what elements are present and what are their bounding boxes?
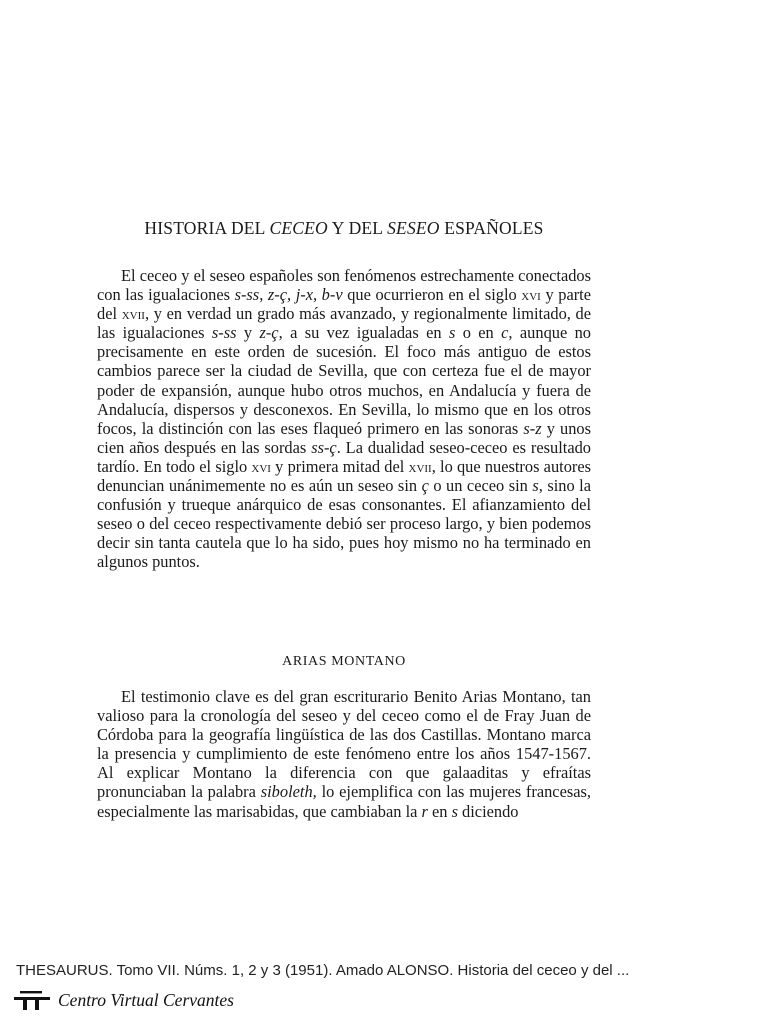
italic-run: r [421,801,428,821]
cervantes-logo-icon [14,989,50,1011]
smallcaps-run: xvii [408,456,432,476]
paragraph-intro [97,266,591,572]
text-run: , lo que nuestros autores denuncian unánimemente no es aún un seseo sin [97,456,592,496]
text-run: y parte del [97,285,592,324]
text-run: , aunque no precisamente en este orden de sucesión. El foco más antiguo de estos cambios parece ser la ciudad de Sevilla, que con certeza fue el de mayor poder de expansión, aunque hubo otros muchos, en Andalucía y fuera de Andalucía, dispersos y desconexos. En Sevilla, lo mismo que en los otros focos, la distinción con las eses flaqueó primero en las sonoras [97,323,592,438]
text-run: diciendo [457,801,519,821]
section-heading: ARIAS MONTANO [282,654,406,669]
title-text: Y DEL [327,218,388,238]
text-run: , a su vez igualadas en [278,323,449,343]
text-run: o un ceceo sin [428,476,533,496]
text-run: y [236,323,260,343]
text-run: y primera mitad del [270,456,409,476]
italic-run: s-ss, z-ç, j-x, b-v [234,285,343,305]
title-italic-ceceo: CECEO [269,218,328,238]
paragraph-body [97,266,591,572]
title-text: HISTORIA DEL [144,218,270,238]
italic-run: s-z [523,418,542,438]
article-title [97,218,591,239]
italic-run: ss-ç [311,437,337,457]
text-run: o en [455,323,502,343]
citation-footer: THESAURUS. Tomo VII. Núms. 1, 2 y 3 (1951). Amado ALONSO. Historia del ceceo y del ... [16,962,630,979]
smallcaps-run: xvi [251,456,271,476]
title-text: ESPAÑOLES [439,218,544,238]
text-run: en [427,801,452,821]
text-run: El testimonio clave es del gran escriturario Benito Arias Montano, tan valioso para la cronología del seseo y del ceceo como el de Fray Juan de Córdoba para la geografía lingüística de las dos Castillas. Montano marca la presencia y cumplimiento de este fenómeno entre los años 1547-1567. Al explicar Montano la diferencia con que galaaditas y efraítas pronunciaban la palabra [97,687,591,802]
smallcaps-run: xvii [121,304,145,324]
italic-run: z-ç [259,323,279,343]
title-italic-seseo: SESEO [387,218,440,238]
italic-run: c [501,323,509,343]
text-run: lo ejemplifica con las mujeres francesas, especialmente las marisabidas, que cambiaban la [97,782,591,821]
text-run: y unos cien años después en las sordas [97,418,591,457]
text-run: que ocurrieron en el siglo [342,285,522,305]
italic-run: s [451,801,458,821]
italic-run: siboleth, [260,782,317,802]
text-run: El ceceo y el seseo españoles son fenómenos estrechamente conectados con las igualaciones [97,266,591,305]
italic-run: s [532,476,539,496]
text-run: , sino la confusión y trueque anárquico de esas consonantes. El afianzamiento del seseo o del ceceo respectivamente debió ser proceso largo, y bien podemos decir sin tanta cautela que lo ha sido, pues hoy mismo no ha terminado en algunos puntos. [97,476,591,572]
text-run: , y en verdad un grado más avanzado, y regionalmente limitado, de las igualaciones [97,304,592,343]
brand-footer[interactable] [14,988,234,1012]
brand-name: Centro Virtual Cervantes [58,989,234,1010]
italic-run: s [448,323,456,343]
paragraph-arias-montano [97,687,591,821]
italic-run: ç [421,476,429,496]
text-run: . La dualidad seseo-ceceo es resultado tardío. En todo el siglo [97,437,591,476]
smallcaps-run: xvi [521,285,541,305]
paragraph-body [97,687,591,821]
italic-run: s-ss [211,323,237,343]
